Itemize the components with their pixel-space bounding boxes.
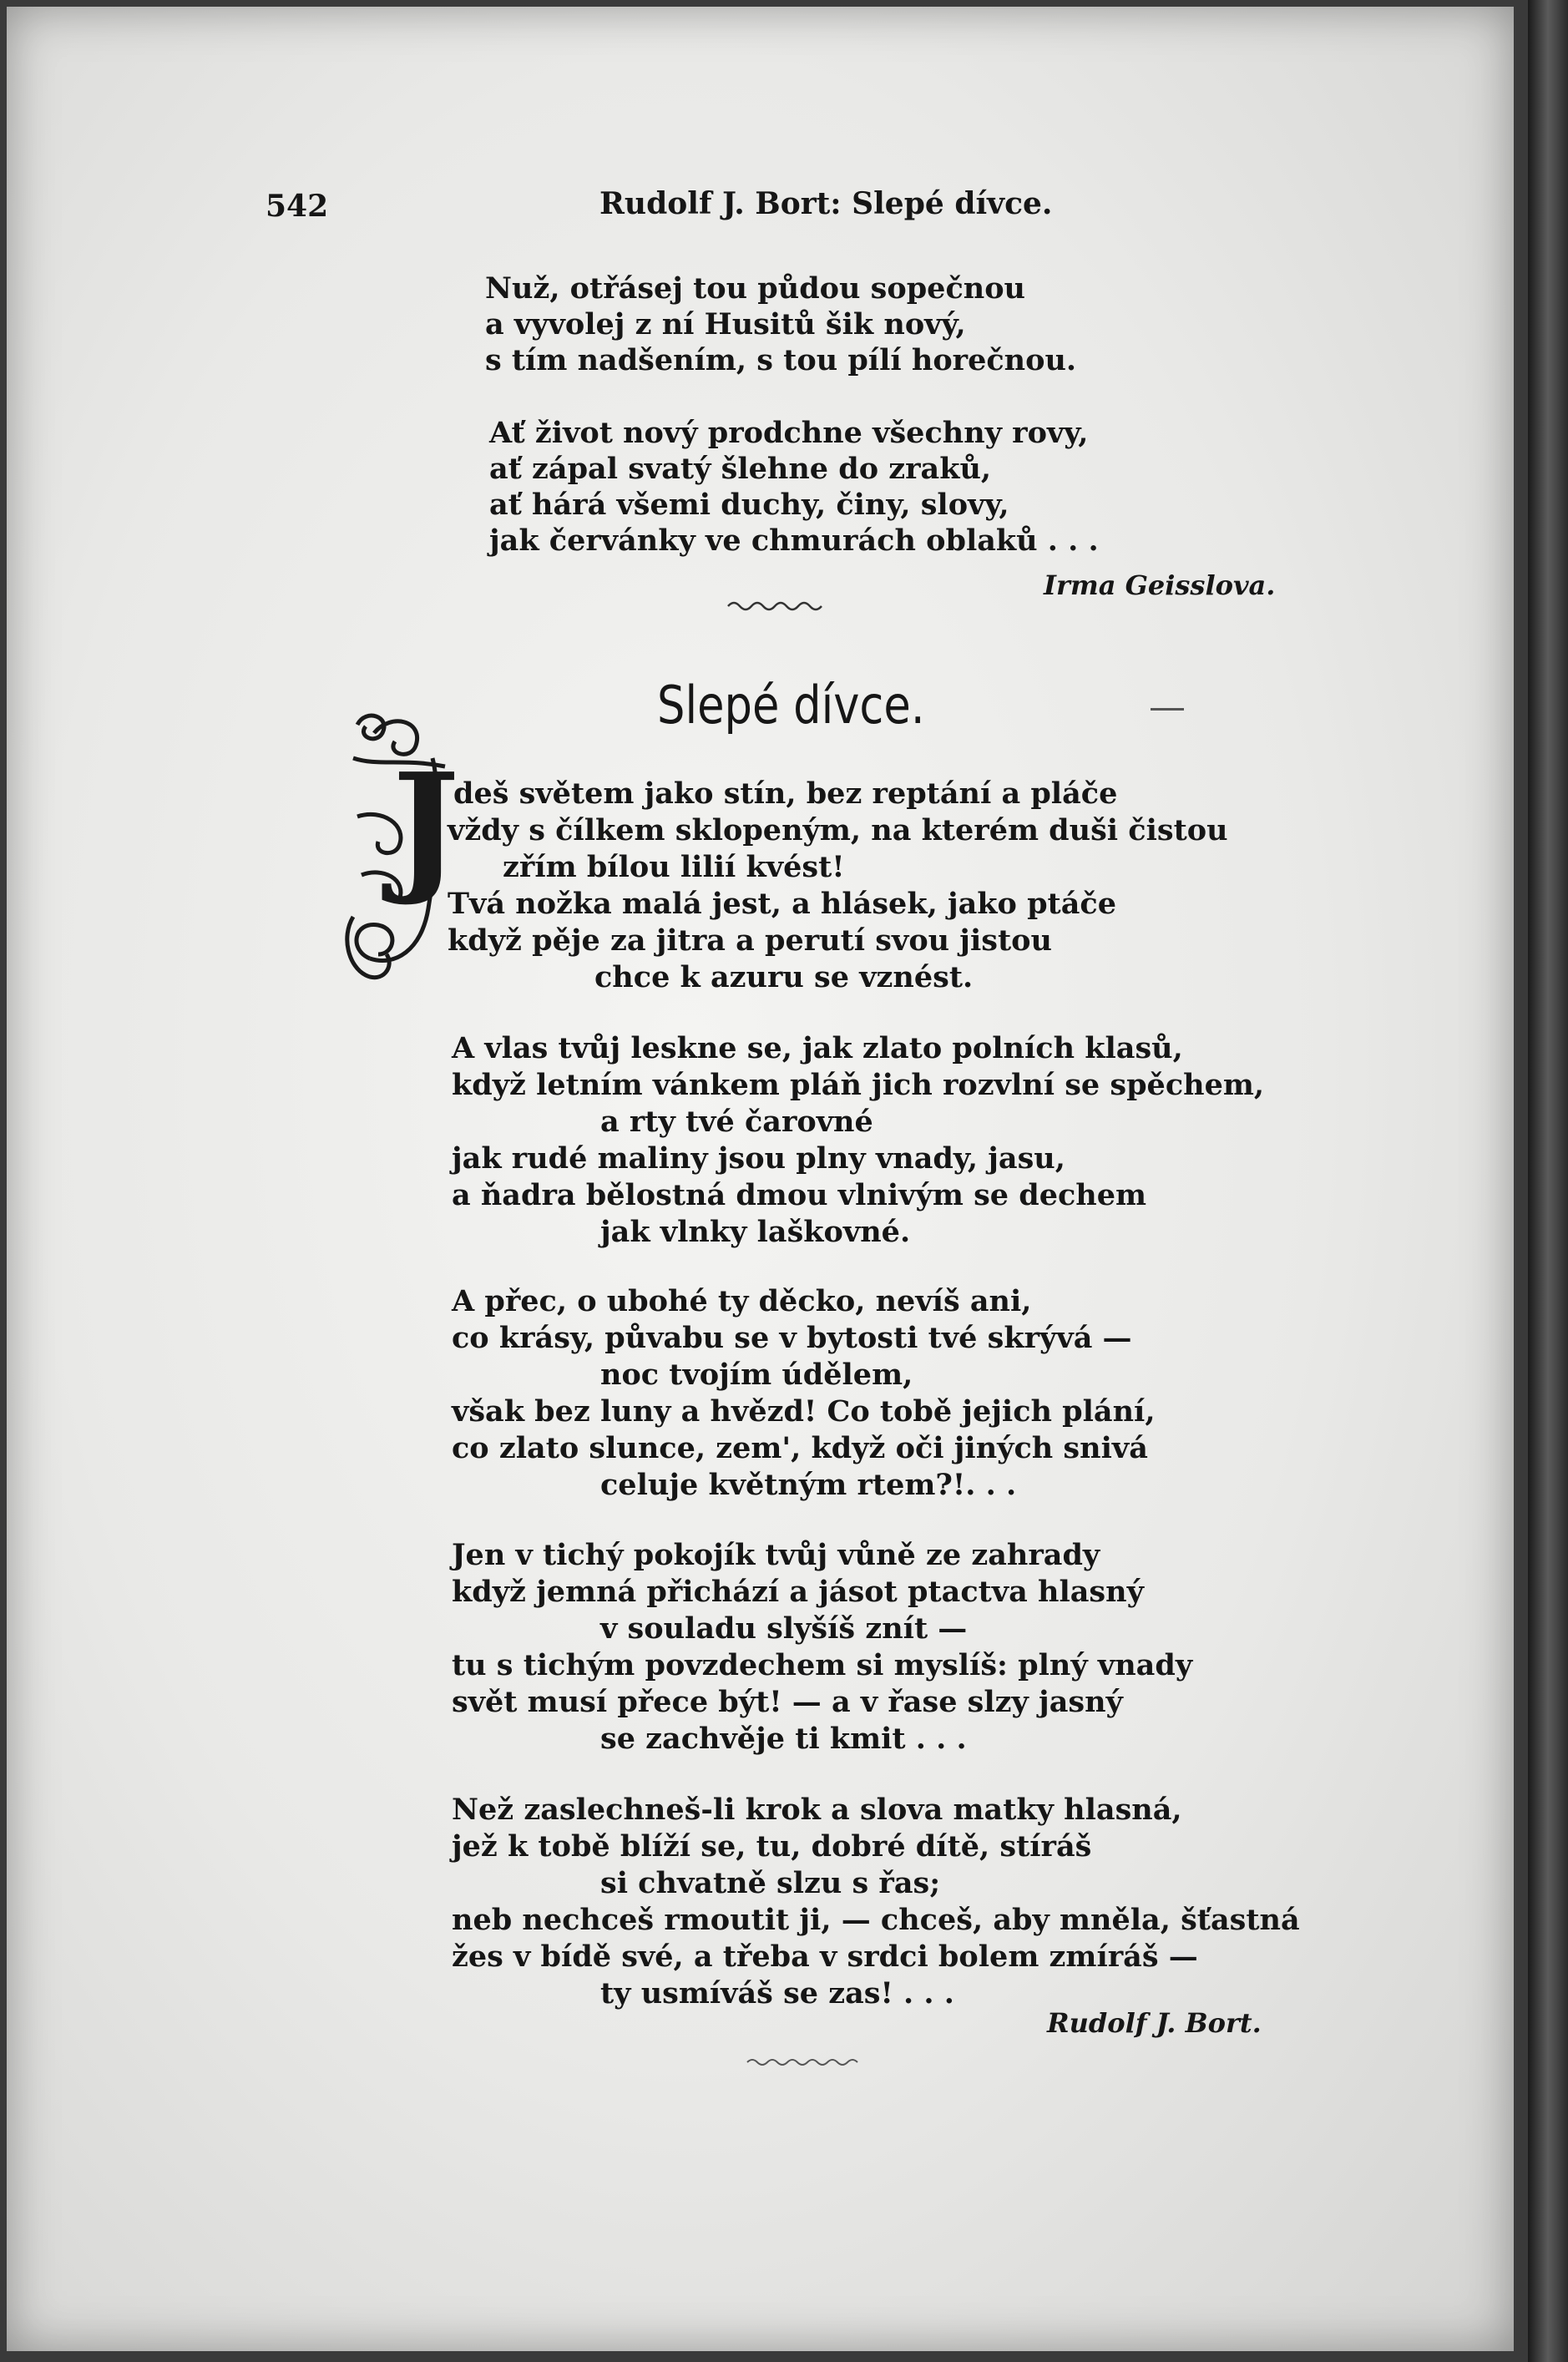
verse-line: si chvatně slzu s řas; [600, 1866, 941, 1900]
book-spine-edge [1528, 0, 1568, 2362]
verse-line: s tím nadšením, s tou pílí horečnou. [485, 343, 1077, 377]
verse-line: když pěje za jitra a perutí svou jistou [448, 923, 1052, 958]
verse-line: se zachvěje ti kmit . . . [600, 1722, 967, 1756]
verse-line: ať zápal svatý šlehne do zraků, [489, 452, 992, 486]
verse-line: vždy s čílkem sklopeným, na kterém duši čistou [448, 813, 1228, 847]
verse-line: A vlas tvůj leskne se, jak zlato polních klasů, [452, 1031, 1183, 1065]
verse-line: tu s tichým povzdechem si myslíš: plný vnady [452, 1648, 1193, 1682]
verse-line: A přec, o ubohé ty děcko, nevíš ani, [452, 1284, 1032, 1318]
verse-line: co zlato slunce, zem', když oči jiných snivá [452, 1431, 1148, 1465]
verse-line: žes v bídě své, a třeba v srdci bolem zmíráš — [452, 1940, 1198, 1974]
verse-line: když jemná přichází a jásot ptactva hlasný [452, 1575, 1144, 1609]
verse-line: noc tvojím údělem, [600, 1358, 913, 1392]
verse-line: však bez luny a hvězd! Co tobě jejich plání, [452, 1394, 1156, 1429]
verse-line: když letním vánkem pláň jich rozvlní se spěchem, [452, 1068, 1265, 1102]
verse-line: ať hárá všemi duchy, činy, slovy, [489, 488, 1009, 522]
verse-line: deš světem jako stín, bez reptání a pláče [453, 776, 1118, 811]
dash-mark [1151, 708, 1184, 711]
wavy-separator [746, 2054, 871, 2071]
verse-line: zřím bílou lilií kvést! [503, 850, 845, 884]
dropcap-letter: J [392, 742, 460, 909]
verse-line: ty usmíváš se zas! . . . [600, 1976, 954, 2010]
verse-line: co krásy, půvabu se v bytosti tvé skrývá — [452, 1321, 1132, 1355]
verse-line: jež k tobě blíží se, tu, dobré dítě, stíráš [452, 1829, 1092, 1864]
verse-line: Jen v tichý pokojík tvůj vůně ze zahrady [452, 1538, 1100, 1572]
ornamental-dropcap [341, 708, 466, 1009]
verse-line: jak vlnky laškovné. [600, 1215, 911, 1249]
verse-line: a rty tvé čarovné [600, 1105, 873, 1139]
verse-line: Nuž, otřásej tou půdou sopečnou [485, 271, 1025, 306]
page-number: 542 [266, 189, 329, 224]
verse-line: v souladu slyšíš znít — [600, 1611, 968, 1646]
verse-line: chce k azuru se vznést. [594, 960, 974, 994]
verse-line: Než zaslechneš-li krok a slova matky hlasná, [452, 1793, 1182, 1827]
verse-line: celuje květným rtem?!. . . [600, 1468, 1017, 1502]
verse-line: Tvá nožka malá jest, a hlásek, jako ptáče [448, 887, 1116, 921]
verse-line: neb nechceš rmoutit ji, — chceš, aby mněla, šťastná [452, 1903, 1300, 1937]
running-title: Rudolf J. Bort: Slepé dívce. [599, 186, 1053, 221]
author-signature: Irma Geisslova. [1044, 569, 1276, 601]
verse-line: svět musí přece být! — a v řase slzy jasný [452, 1685, 1123, 1719]
verse-line: jak červánky ve chmurách oblaků . . . [489, 523, 1099, 558]
verse-line: a vyvolej z ní Husitů šik nový, [485, 307, 966, 341]
book-page [7, 7, 1514, 2351]
wavy-separator [726, 598, 827, 615]
verse-line: jak rudé maliny jsou plny vnady, jasu, [452, 1141, 1065, 1176]
verse-line: a ňadra bělostná dmou vlnivým se dechem [452, 1178, 1147, 1212]
author-signature: Rudolf J. Bort. [1047, 2007, 1262, 2039]
poem-title: Slepé dívce. [657, 675, 925, 736]
verse-line: Ať život nový prodchne všechny rovy, [489, 416, 1089, 450]
